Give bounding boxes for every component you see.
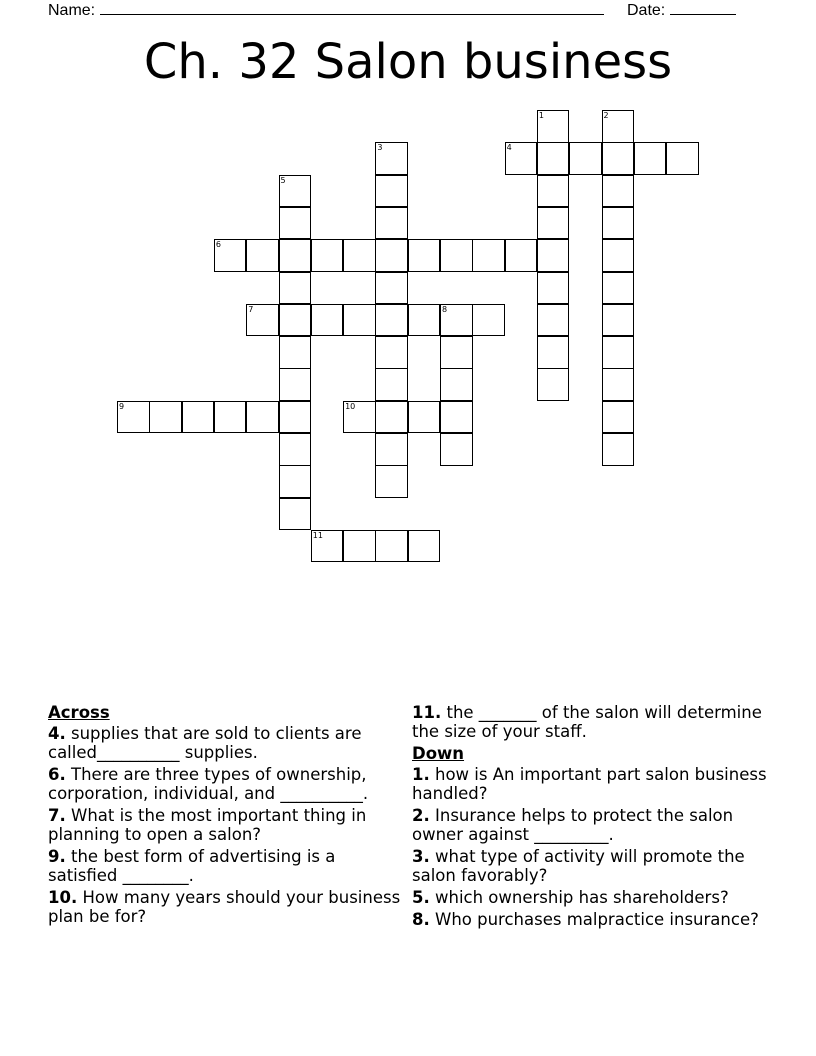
clue-down-5: 5. which ownership has shareholders? <box>412 888 729 907</box>
grid-cell[interactable] <box>408 304 441 337</box>
grid-cell[interactable] <box>440 239 473 272</box>
grid-cell[interactable] <box>279 175 312 208</box>
clue-across-4: 4. supplies that are sold to clients are called__________ supplies. <box>48 724 362 762</box>
grid-cell[interactable] <box>375 175 408 208</box>
grid-cell[interactable] <box>246 401 279 434</box>
grid-cell[interactable] <box>440 401 473 434</box>
clue-down-1: 1. how is An important part salon business handled? <box>412 765 767 803</box>
clue-number: 5 <box>280 175 286 185</box>
grid-cell[interactable] <box>602 272 635 305</box>
grid-cell[interactable] <box>537 175 570 208</box>
grid-cell[interactable] <box>602 207 635 240</box>
clue-down-2: 2. Insurance helps to protect the salon owner against _________. <box>412 806 734 844</box>
clue-number: 4 <box>506 143 512 153</box>
grid-cell[interactable] <box>279 336 312 369</box>
grid-cell[interactable] <box>149 401 182 434</box>
grid-cell[interactable] <box>634 142 667 175</box>
grid-cell[interactable] <box>214 401 247 434</box>
clue-across-10: 10. How many years should your business plan be for? <box>48 888 401 926</box>
grid-cell[interactable] <box>505 239 538 272</box>
grid-cell[interactable] <box>440 304 473 337</box>
grid-cell[interactable] <box>375 368 408 401</box>
across-heading: Across <box>48 703 110 722</box>
grid-cell[interactable] <box>343 401 376 434</box>
grid-cell[interactable] <box>279 498 312 531</box>
clue-number: 3 <box>377 143 383 153</box>
grid-cell[interactable] <box>537 304 570 337</box>
grid-cell[interactable] <box>279 401 312 434</box>
clue-number: 2 <box>603 111 609 120</box>
grid-cell[interactable] <box>375 272 408 305</box>
grid-cell[interactable] <box>343 304 376 337</box>
clues-right-column <box>412 703 782 932</box>
clue-number: 10 <box>345 401 356 411</box>
grid-cell[interactable] <box>408 239 441 272</box>
grid-cell[interactable] <box>279 272 312 305</box>
grid-cell[interactable] <box>246 239 279 272</box>
date-label: Date: <box>627 2 666 19</box>
grid-cell[interactable] <box>375 239 408 272</box>
grid-cell[interactable] <box>602 368 635 401</box>
grid-cell[interactable] <box>602 336 635 369</box>
grid-cell[interactable] <box>537 110 570 143</box>
grid-cell[interactable] <box>537 336 570 369</box>
grid-cell[interactable] <box>375 530 408 563</box>
grid-cell[interactable] <box>279 239 312 272</box>
grid-cell[interactable] <box>375 142 408 175</box>
clue-number: 1 <box>538 111 544 120</box>
grid-cell[interactable] <box>375 433 408 466</box>
grid-cell[interactable] <box>537 239 570 272</box>
clue-across-9: 9. the best form of advertising is a satisfied ________. <box>48 847 336 885</box>
grid-cell[interactable] <box>279 207 312 240</box>
grid-cell[interactable] <box>602 175 635 208</box>
grid-cell[interactable] <box>375 465 408 498</box>
grid-cell[interactable] <box>440 368 473 401</box>
puzzle-title: Ch. 32 Salon business <box>143 34 673 90</box>
clue-number: 9 <box>119 401 125 411</box>
grid-cell[interactable] <box>472 239 505 272</box>
grid-cell[interactable] <box>375 207 408 240</box>
grid-cell[interactable] <box>440 433 473 466</box>
grid-cell[interactable] <box>440 336 473 369</box>
grid-cell[interactable] <box>117 401 150 434</box>
clue-across-7: 7. What is the most important thing in planning to open a salon? <box>48 806 367 844</box>
grid-cell[interactable] <box>666 142 699 175</box>
clue-number: 8 <box>442 304 448 314</box>
grid-cell[interactable] <box>505 142 538 175</box>
grid-cell[interactable] <box>375 336 408 369</box>
grid-cell[interactable] <box>311 304 344 337</box>
clue-across-6: 6. There are three types of ownership, corporation, individual, and __________. <box>48 765 369 803</box>
clue-number: 6 <box>215 240 221 250</box>
grid-cell[interactable] <box>569 142 602 175</box>
down-heading: Down <box>412 744 465 763</box>
grid-cell[interactable] <box>311 239 344 272</box>
grid-cell[interactable] <box>311 530 344 563</box>
grid-cell[interactable] <box>602 142 635 175</box>
name-label: Name: <box>48 2 96 19</box>
grid-cell[interactable] <box>343 239 376 272</box>
grid-cell[interactable] <box>214 239 247 272</box>
grid-cell[interactable] <box>537 368 570 401</box>
grid-cell[interactable] <box>537 207 570 240</box>
clues-left-column <box>48 703 404 929</box>
grid-cell[interactable] <box>537 272 570 305</box>
grid-cell[interactable] <box>602 401 635 434</box>
grid-cell[interactable] <box>537 142 570 175</box>
grid-cell[interactable] <box>182 401 215 434</box>
grid-cell[interactable] <box>279 304 312 337</box>
grid-cell[interactable] <box>408 530 441 563</box>
grid-cell[interactable] <box>343 530 376 563</box>
grid-cell[interactable] <box>246 304 279 337</box>
clue-number: 7 <box>248 304 254 314</box>
clue-number: 11 <box>312 530 323 540</box>
clue-across-11: 11. the _______ of the salon will determine the size of your staff. <box>412 703 762 741</box>
grid-cell[interactable] <box>279 465 312 498</box>
clue-down-8: 8. Who purchases malpractice insurance? <box>412 910 759 929</box>
grid-cell[interactable] <box>602 304 635 337</box>
grid-cell[interactable] <box>279 433 312 466</box>
grid-cell[interactable] <box>408 401 441 434</box>
grid-cell[interactable] <box>602 239 635 272</box>
grid-cell[interactable] <box>602 433 635 466</box>
grid-cell[interactable] <box>602 110 635 143</box>
grid-cell[interactable] <box>472 304 505 337</box>
grid-cell[interactable] <box>375 304 408 337</box>
grid-cell[interactable] <box>375 401 408 434</box>
clue-down-3: 3. what type of activity will promote the salon favorably? <box>412 847 745 885</box>
grid-cell[interactable] <box>279 368 312 401</box>
